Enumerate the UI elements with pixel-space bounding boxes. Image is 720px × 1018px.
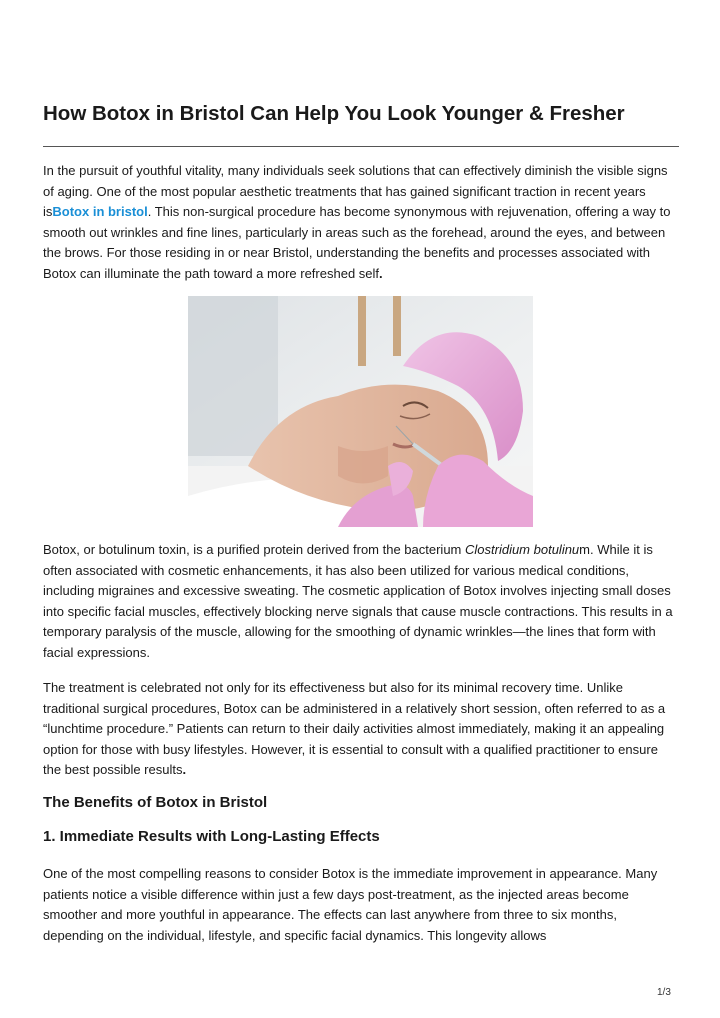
para3-end-mark: . [182,762,187,777]
para2-end: m. While it is often associated with cosmetic enhancements, it has also been utilized for various medical conditions, including migraines and excessive sweating. The cosmetic application of Botox involves injecting small doses into specific facial muscles, effectively blocking nerve signals that cause muscle contractions. This results in a temporary paralysis of the muscle, allowing for the smoothing of dynamic wrinkles—the lines that form with facial expressions. [43,542,673,660]
intro-end-mark: . [379,265,383,281]
immediate-results-paragraph: One of the most compelling reasons to consider Botox is the immediate improvement in appearance. Many patients notice a visible difference within just a few days post-treatment, as the injected areas become smoother and more youthful in appearance. The effects can last anywhere from three to six months, depending on the individual, lifestyle, and specific facial dynamics. This longevity allows [43,866,658,943]
para2-start: Botox, or botulinum toxin, is a purified protein derived from the bacterium [43,542,465,557]
title-divider [43,146,679,147]
intro-paragraph [43,161,679,284]
bacterium-name: Clostridium botulinu [465,542,580,557]
intro-text-end: . This non-surgical procedure has become synonymous with rejuvenation, offering a way to smooth out wrinkles and fine lines, particularly in areas such as the forehead, around the eyes, and between the brows. For those residing in or near Bristol, understanding the benefits and processes associated with Botox can illuminate the path toward a more refreshed self [43,204,671,281]
botox-bristol-link[interactable]: Botox in bristol [52,204,148,219]
page-number: 1/3 [657,987,671,998]
intro-text-start: In the pursuit of youthful vitality, many individuals seek solutions that can effectively diminish the visible signs of aging. One of the most popular aesthetic treatments that has gained significant traction in recent years is [43,163,668,219]
botox-definition-paragraph [43,540,679,663]
botox-treatment-photo [188,296,533,527]
para3-text: The treatment is celebrated not only for its effectiveness but also for its minimal recovery time. Unlike traditional surgical procedures, Botox can be administered in a relatively short session, often referred to as a “lunchtime procedure.” Patients can return to their daily activities almost immediately, making it an appealing option for those with busy lifestyles. However, it is essential to consult with a qualified practitioner to ensure the best possible results [43,680,666,777]
subsection-heading: 1. Immediate Results with Long-Lasting Effects [43,828,380,845]
page-title: How Botox in Bristol Can Help You Look Younger & Fresher [43,102,625,125]
treatment-paragraph [43,678,679,781]
section-heading: The Benefits of Botox in Bristol [43,794,268,811]
